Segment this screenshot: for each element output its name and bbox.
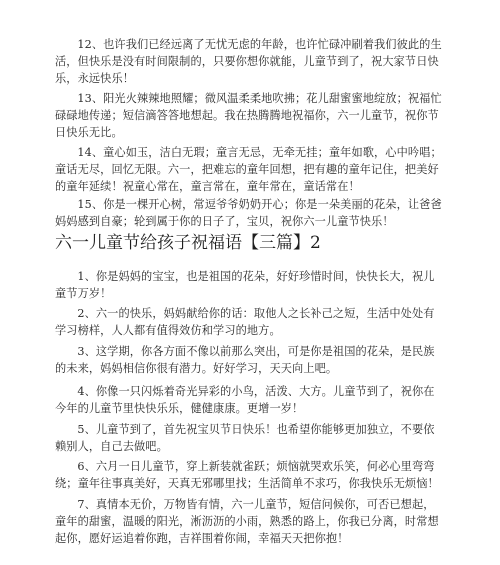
blessing-2: 2、六一的快乐，妈妈献给你的话：取他人之长补己之短，生活中处处有学习榜样，人人都有值得效仿和学习的地方。 [55,307,435,337]
paragraph-14: 14、童心如玉，洁白无瑕；童言无忌，无牵无挂；童年如歌，心中吟唱；童话无尽，回忆无限。六一，把难忘的童年回想，把有趣的童年记住，把美好的童年延续！祝童心常在，童言常在，童年常在，童话常在！ [55,146,442,193]
section-title: 六一儿童节给孩子祝福语【三篇】2 [55,233,321,253]
blessing-7: 7、真情本无价，万物皆有情，六一儿童节，短信问候你，可否已想起，童年的甜蜜，温暖的阳光，淅沥沥的小雨，熟悉的路上，你我已分离，时常想起你，愿好运追着你跑，吉祥围着你闹，幸福天天把你抱！ [55,498,439,545]
blessing-3: 3、这学期，你各方面不像以前那么突出，可是你是祖国的花朵，是民族的未来，妈妈相信你很有潜力。好好学习，天天向上吧。 [55,345,435,375]
paragraph-12: 12、也许我们已经远离了无忧无虑的年龄，也许忙碌冲刷着我们彼此的生活，但快乐是没有时间限制的，只要你想你就能，儿童节到了，祝大家节日快乐，永远快乐！ [55,38,442,85]
paragraph-15: 15、你是一棵开心树，常逗爷爷奶奶开心；你是一朵美丽的花朵，让爸爸妈妈感到自豪；轮到属于你的日子了，宝贝，祝你六一儿童节快乐！ [55,198,442,228]
blessing-5: 5、儿童节到了，首先祝宝贝节日快乐！也希望你能够更加独立，不要依赖别人，自己去做吧。 [55,423,435,453]
paragraph-13: 13、阳光火辣辣地照耀；微风温柔柔地吹拂；花儿甜蜜蜜地绽放；祝福忙碌碌地传递；短信滴答答地想起。我在热腾腾地祝福你，六一儿童节，祝你节日快乐无比。 [55,92,442,139]
blessing-4: 4、你像一只闪烁着奇光异彩的小鸟，活泼、大方。儿童节到了，祝你在今年的儿童节里快快乐乐，健健康康。更增一岁！ [55,385,435,415]
blessing-1: 1、你是妈妈的宝宝，也是祖国的花朵，好好珍惜时间，快快长大，祝儿童节万岁！ [55,270,435,300]
blessing-6: 6、六月一日儿童节，穿上新装就雀跃；烦恼就哭欢乐笑，何必心里弯弯绕；童年往事真美好，天真无邪哪里找；生活简单不求巧，你我快乐无烦恼！ [55,460,439,490]
